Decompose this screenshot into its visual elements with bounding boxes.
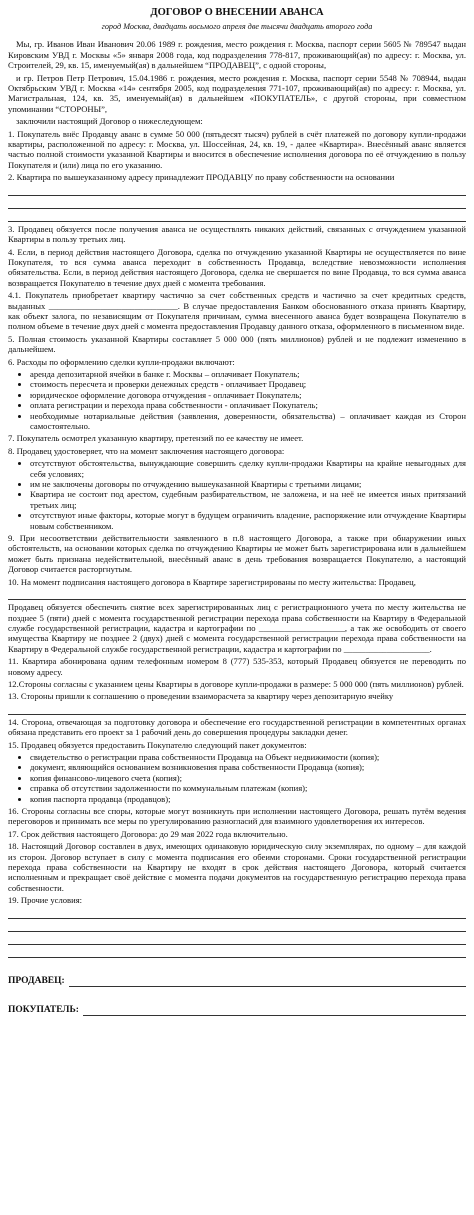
blank-line xyxy=(8,908,466,919)
clause-14: 14. Сторона, отвечающая за подготовку договора и обеспечение его государственной регистрации в компетентных органах обязана представить его проект за 1 рабочий день до совершения процедуры закладки денег. xyxy=(8,716,466,738)
clause-16: 16. Стороны согласны все споры, которые могут возникнуть при исполнении настоящего Договора, решать путём ведения переговоров и принимать все меры по урегулированию разногласий для взаимного удовлетворения их интересов. xyxy=(8,806,466,827)
clause-13: 13. Стороны пришли к соглашению о проведении взаиморасчета за квартиру через депозитарную ячейку xyxy=(8,691,394,702)
clause-6-list xyxy=(8,369,466,431)
list-item: • юридическое оформление договора отчуждения - оплачивает Покупатель; xyxy=(30,390,466,400)
buyer-signature-row xyxy=(8,1005,466,1016)
clause-6: 6. Расходы по оформлению сделки купли-продажи включают: xyxy=(8,356,235,367)
document-subtitle: город Москва, двадцать восьмого апреля две тысячи двадцать второго года xyxy=(101,22,373,31)
party-buyer-paragraph: и гр. Петров Петр Петрович, 15.04.1986 г. рождения, место рождения г. Москва, паспорт серии 5548 № 708944, выдан Октябрьским УВД г. Москва «14» сентября 2005, код подразделения 771-107, проживающий(ая) по адресу: г. Москва, ул. Магистральная, 124, кв. 35, именуемый(ая) в дальнейшем «ПОКУПАТЕЛЬ», с другой стороны, при совместном упоминании “СТОРОНЫ”, xyxy=(8,72,466,114)
blank-line xyxy=(8,589,466,600)
list-item: • отсутствуют обстоятельства, вынуждающие совершить сделку купли-продажи Квартиры на крайне невыгодных для себя условиях; xyxy=(30,458,466,479)
clause-4-1: 4.1. Покупатель приобретает квартиру частично за счет собственных средств и частично за счет кредитных средств, выданных ______________________________. В случае предоставления Банком обоснованного отказа принять Квартиру, как объект залога, по независящим от Покупателя причинам, сумма внесенного аванса будет возвращена Покупателю в полном объеме в течение двух дней с момента предоставления Продавцу данного отказа, оформленного в письменном виде. xyxy=(8,290,466,332)
clause-19: 19. Прочие условия: xyxy=(8,895,83,906)
seller-signature-label: ПРОДАВЕЦ: xyxy=(8,976,65,987)
blank-line xyxy=(8,211,466,222)
list-item: • документ, являющийся основанием возникновения права собственности Продавца (копия); xyxy=(30,762,466,772)
list-item: • аренда депозитарной ячейки в банке г. Москвы – оплачивает Покупатель; xyxy=(30,369,466,379)
blank-line xyxy=(8,921,466,932)
buyer-signature-line xyxy=(83,1005,466,1016)
blank-line xyxy=(8,934,466,945)
blank-line xyxy=(8,198,466,209)
clause-18: 18. Настоящий Договор составлен в двух, имеющих одинаковую юридическую силу экземплярах, по одному – для каждой из сторон. Договор вступает в силу с момента подписания его обеими сторонами. Сроки государственной регистрации перехода права собственности на Квартиру не входят в срок действия настоящего Договора, который считается исполненным и прекращает своё действие с момента подачи документов на государственную регистрацию перехода права собственности. xyxy=(8,841,466,893)
list-item: • Квартира не состоит под арестом, судебным разбирательством, не заложена, и на неё не имеется иных притязаний третьих лиц; xyxy=(30,489,466,510)
intro-paragraph: заключили настоящий Договор о нижеследующем: xyxy=(16,116,203,127)
clause-10: 10. На момент подписания настоящего договора в Квартире зарегистрированы по месту жительства: Продавец, xyxy=(8,576,416,587)
clause-4: 4. Если, в период действия настоящего Договора, сделка по отчуждению указанной Квартиры не осуществляется по вине Покупателя, то вся сумма аванса переходит в собственность Продавца, вследствие невозможности исполнения обязательства. Если, в период действия настоящего Договора, сделка не свершается по вине Продавца, то вся сумма аванса возвращается Покупателю в течение двух дней с момента требования. xyxy=(8,246,466,288)
blank-line xyxy=(8,185,466,196)
list-item: • копия паспорта продавца (продавцов); xyxy=(30,794,466,804)
list-item: • необходимые нотариальные действия (заявления, доверенности, обязательства) – оплачивает каждая из Сторон самостоятельно. xyxy=(30,411,466,432)
list-item: • отсутствуют иные факторы, которые могут в будущем ограничить владение, распоряжение или отчуждение Квартиры новым собственником. xyxy=(30,510,466,531)
list-item: • стоимость пересчета и проверки денежных средств - оплачивает Продавец; xyxy=(30,379,466,389)
clause-12: 12.Стороны согласны с указанием цены Квартиры в договоре купли-продажи в размере: 5 000 000 (пять миллионов) рублей. xyxy=(8,678,464,689)
seller-signature-row xyxy=(8,976,466,987)
seller-signature-line xyxy=(69,976,466,987)
buyer-signature-label: ПОКУПАТЕЛЬ: xyxy=(8,1005,79,1016)
clause-1: 1. Покупатель внёс Продавцу аванс в сумме 50 000 (пятьдесят тысяч) рублей в счёт платежей по договору купли-продажи квартиры, расположенной по адресу: г. Москва, ул. Шоссейная, 24, кв. 19, - далее «Квартира». Внесённый аванс является частью полной стоимости указанной Квартиры и вносится в обеспечение исполнения договора по её отчуждению в пользу Покупателя и (или) лица по его указанию. xyxy=(8,128,466,170)
clause-11: 11. Квартира абонирована одним телефонным номером 8 (777) 535-353, который Продавец обязуется не переводить по новому адресу. xyxy=(8,656,466,677)
list-item: • справка об отсутствии задолженности по коммунальным платежам (копия); xyxy=(30,783,466,793)
clause-10-continued: Продавец обязуется обеспечить снятие всех зарегистрированных лиц с регистрационного учета по месту жительства не позднее 5 (пяти) дней с момента государственной регистрации перехода права собственности на Квартиру в Федеральной службе государственной регистрации, кадастра и картографии по ____________________, а так же освободить от своего имущества Квартиру не позднее 2 (двух) дней с момента государственной регистрации перехода права собственности на Квартиру в Федеральной службе государственной регистрации, кадастра и картографии по ____________________. xyxy=(8,602,466,654)
clause-9: 9. При несоответствии действительности заявленного в п.8 настоящего Договора, а также при обнаружении иных обстоятельств, на основании которых сделка по отчуждению Квартиры не может быть зарегистрирована или в дальнейшем может быть признана недействительной, внесённый аванс в день требования возвращается Покупателю, а настоящий Договор считается расторгнутым. xyxy=(8,533,466,575)
blank-line xyxy=(8,947,466,958)
list-item: • оплата регистрации и перехода права собственности - оплачивает Покупатель; xyxy=(30,400,466,410)
list-item: • копия финансово-лицевого счета (копия); xyxy=(30,773,466,783)
list-item: • свидетельство о регистрации права собственности Продавца на Объект недвижимости (копия); xyxy=(30,752,466,762)
clause-8-list xyxy=(8,458,466,531)
clause-15-list xyxy=(8,752,466,804)
clause-8: 8. Продавец удостоверяет, что на момент заключения настоящего договора: xyxy=(8,445,285,456)
clause-15: 15. Продавец обязуется предоставить Покупателю следующий пакет документов: xyxy=(8,739,307,750)
clause-7: 7. Покупатель осмотрел указанную квартиру, претензий по ее качеству не имеет. xyxy=(8,433,304,444)
clause-2: 2. Квартира по вышеуказанному адресу принадлежит ПРОДАВЦУ по праву собственности на основании xyxy=(8,172,395,183)
clause-5: 5. Полная стоимость указанной Квартиры составляет 5 000 000 (пять миллионов) рублей и не подлежит изменению в дальнейшем. xyxy=(8,333,466,355)
blank-line xyxy=(8,704,466,715)
list-item: • им не заключены договоры по отчуждению вышеуказанной Квартиры с третьими лицами; xyxy=(30,479,466,489)
document-title: ДОГОВОР О ВНЕСЕНИИ АВАНСА xyxy=(150,7,324,18)
clause-17: 17. Срок действия настоящего Договора: до 29 мая 2022 года включительно. xyxy=(8,828,288,839)
clause-3: 3. Продавец обязуется после получения аванса не осуществлять никаких действий, связанных с отчуждением указанной Квартиры в пользу третьих лиц. xyxy=(8,223,466,245)
party-seller-paragraph: Мы, гр. Иванов Иван Иванович 20.06 1989 г. рождения, место рождения г. Москва, паспорт серии 5605 № 789547 выдан Кировским УВД г. Москвы «5» января 2008 года, код подразделения 778-817, проживающий(ая) по адресу: г. Москва, ул. Строителей, 29, кв. 15, именуемый(ая) в дальнейшем “ПРОДАВЕЦ”, с одной стороны, xyxy=(8,39,466,71)
